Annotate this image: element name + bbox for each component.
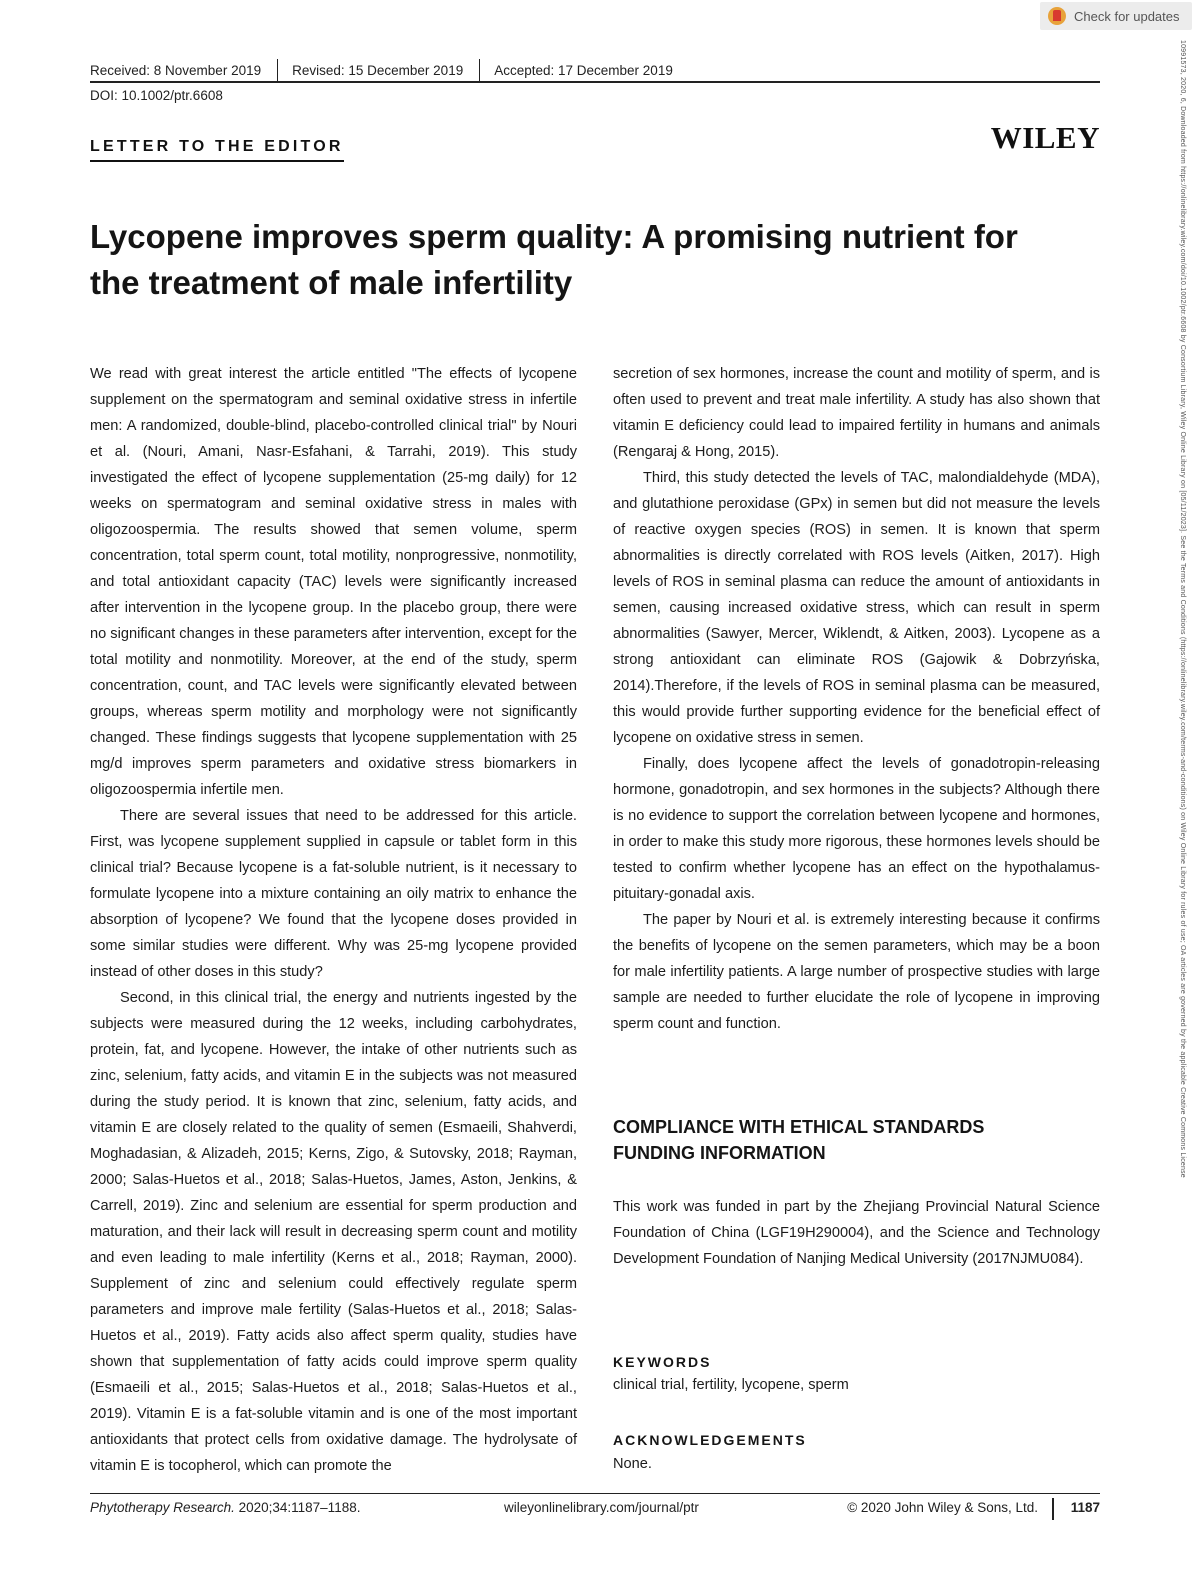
- page-number: 1187: [1070, 1500, 1100, 1515]
- check-for-updates-label: Check for updates: [1074, 8, 1180, 24]
- acknowledgements-heading: ACKNOWLEDGEMENTS: [613, 1432, 807, 1448]
- journal-name: Phytotherapy Research.: [90, 1500, 235, 1515]
- citation-details: 2020;34:1187–1188.: [234, 1500, 361, 1515]
- funding-text: [613, 1194, 1100, 1272]
- body-paragraph: Third, this study detected the levels of TAC, malondialdehyde (MDA), and glutathione peroxidase (GPx) in semen but did not measure the levels of reactive oxygen species (ROS) in semen. It is known that sperm abnormalities is directly correlated with ROS levels (Aitken, 2017). High levels of ROS in seminal plasma can reduce the amount of antioxidants in semen, causing increased oxidative stress, which can result in sperm abnormalities (Sawyer, Mercer, Wiklendt, & Aitken, 2003). Lycopene as a strong antioxidant can eliminate ROS (Gajowik & Dobrzyńska, 2014).Therefore, if the levels of ROS in seminal plasma can be measured, this would provide further supporting evidence for the beneficial effect of lycopene on oxidative stress in semen.: [613, 470, 1100, 746]
- body-column-right: [613, 361, 1100, 1037]
- history-divider: [479, 59, 480, 81]
- doi-link[interactable]: DOI: 10.1002/ptr.6608: [90, 88, 223, 103]
- body-paragraph: Finally, does lycopene affect the levels of gonadotropin-releasing hormone, gonadotropin, and sex hormones in the subjects? Although there is no evidence to support the correlation between lycopene and hormones, in order to make this study more rigorous, these hormones levels should be tested to confirm whether lycopene has an effect on the hypothalamus-pituitary-gonadal axis.: [613, 756, 1100, 902]
- check-for-updates-button[interactable]: [1040, 2, 1192, 30]
- page-footer: [90, 1500, 1100, 1522]
- funding-heading: FUNDING INFORMATION: [613, 1143, 826, 1163]
- bookmark-icon: [1048, 7, 1066, 25]
- accepted-date: Accepted: 17 December 2019: [494, 62, 673, 78]
- compliance-heading-line1: COMPLIANCE WITH ETHICAL STANDARDS: [613, 1117, 985, 1137]
- journal-url-link[interactable]: wileyonlinelibrary.com/journal/ptr: [504, 1500, 699, 1515]
- body-paragraph: secretion of sex hormones, increase the count and motility of sperm, and is often used to prevent and treat male infertility. A study has also shown that vitamin E deficiency could lead to impaired fertility in humans and animals (Rengaraj & Hong, 2015).: [613, 366, 1100, 460]
- body-paragraph: The paper by Nouri et al. is extremely interesting because it confirms the benefits of lycopene on the semen parameters, which may be a boon for male infertility patients. A large number of prospective studies with large sample are needed to further elucidate the role of lycopene in improving sperm count and function.: [613, 912, 1100, 1032]
- acknowledgements-text: None.: [613, 1456, 652, 1472]
- body-paragraph: Second, in this clinical trial, the energy and nutrients ingested by the subjects were measured during the 12 weeks, including carbohydrates, protein, fat, and lycopene. However, the intake of other nutrients such as zinc, selenium, fatty acids, and vitamin E in the subjects was not measured during the study period. It is known that zinc, selenium, fatty acids, and vitamin E are closely related to the quality of semen (Esmaeili, Shahverdi, Moghadasian, & Alizadeh, 2015; Kerns, Zigo, & Sutovsky, 2018; Rayman, 2000; Salas-Huetos et al., 2018; Salas-Huetos, James, Aston, Jenkins, & Carrell, 2019). Zinc and selenium are essential for sperm production and maturation, and their lack will result in decreasing sperm count and motility and even leading to male infertility (Kerns et al., 2018; Rayman, 2000). Supplement of zinc and selenium could effectively regulate sperm parameters and improve male fertility (Salas-Huetos et al., 2018; Salas-Huetos et al., 2019). Fatty acids also affect sperm quality, studies have shown that supplementation of fatty acids could improve sperm quality (Esmaeili et al., 2015; Salas-Huetos et al., 2018; Salas-Huetos et al., 2019). Vitamin E is a fat-soluble vitamin and is one of the most important antioxidants that protect cells from oxidative damage. The hydrolysate of vitamin E is tocopherol, which can promote the: [90, 990, 577, 1474]
- article-title: Lycopene improves sperm quality: A promising nutrient for the treatment of male infertility: [90, 218, 1018, 301]
- footer-rule: [90, 1493, 1100, 1494]
- footer-citation: [90, 1500, 360, 1515]
- body-paragraph: We read with great interest the article entitled "The effects of lycopene supplement on the spermatogram and seminal oxidative stress in infertile men: A randomized, double-blind, placebo-controlled clinical trial" by Nouri et al. (Nouri, Amani, Nasr-Esfahani, & Tarrahi, 2019). This study investigated the effect of lycopene supplementation (25-mg daily) for 12 weeks on spermatogram and seminal oxidative stress in males with oligozoospermia. The results showed that semen volume, sperm concentration, total sperm count, total motility, nonprogressive, nonmotility, and total antioxidant capacity (TAC) levels were significantly increased after intervention in the lycopene group. In the placebo group, there were no significant changes in these parameters after intervention, except for the total motility and nonmotility. Moreover, at the end of the study, sperm concentration, count, and TAC levels were significantly elevated between groups, whereas sperm motility and morphology were not significantly changed. These findings suggests that lycopene supplementation with 25 mg/d improves sperm parameters and oxidative stress biomarkers in oligozoospermia infertile men.: [90, 366, 577, 798]
- publisher-logo: WILEY: [990, 120, 1100, 155]
- keywords-list: clinical trial, fertility, lycopene, sperm: [613, 1377, 849, 1393]
- body-column-left: [90, 361, 577, 1479]
- footer-divider: [1052, 1498, 1054, 1520]
- compliance-heading: [613, 1114, 1103, 1166]
- funding-paragraph: This work was funded in part by the Zhejiang Provincial Natural Science Foundation of China (LGF19H290004), and the Science and Technology Development Foundation of Nanjing Medical University (2017NJMU084).: [613, 1199, 1100, 1267]
- history-divider: [277, 59, 278, 81]
- body-paragraph: There are several issues that need to be addressed for this article. First, was lycopene supplement supplied in capsule or tablet form in this clinical trial? Because lycopene is a fat-soluble nutrient, is it necessary to formulate lycopene into a mixture containing an oily matrix to enhance the absorption of lycopene? We found that the lycopene doses provided in some similar studies were different. Why was 25-mg lycopene provided instead of other doses in this study?: [90, 808, 577, 980]
- revised-date: Revised: 15 December 2019: [292, 62, 464, 78]
- download-side-note: 10991573, 2020, 6, Downloaded from https://onlinelibrary.wiley.com/doi/10.1002/ptr.6608 by Consortium Library, Wiley Online Library on [05/11/2023]. See the Terms and Conditions (https://onlinelibrary.wiley.com/terms-and-conditions) on Wiley Online Library for rules of use; OA articles are governed by the applicable Creative Commons License: [1179, 40, 1186, 1178]
- received-date: Received: 8 November 2019: [90, 62, 262, 78]
- header-rule: [90, 81, 1100, 83]
- section-label: LETTER TO THE EDITOR: [90, 138, 344, 162]
- article-history: [90, 58, 1100, 82]
- copyright-notice: © 2020 John Wiley & Sons, Ltd.: [847, 1500, 1038, 1515]
- keywords-heading: KEYWORDS: [613, 1354, 712, 1370]
